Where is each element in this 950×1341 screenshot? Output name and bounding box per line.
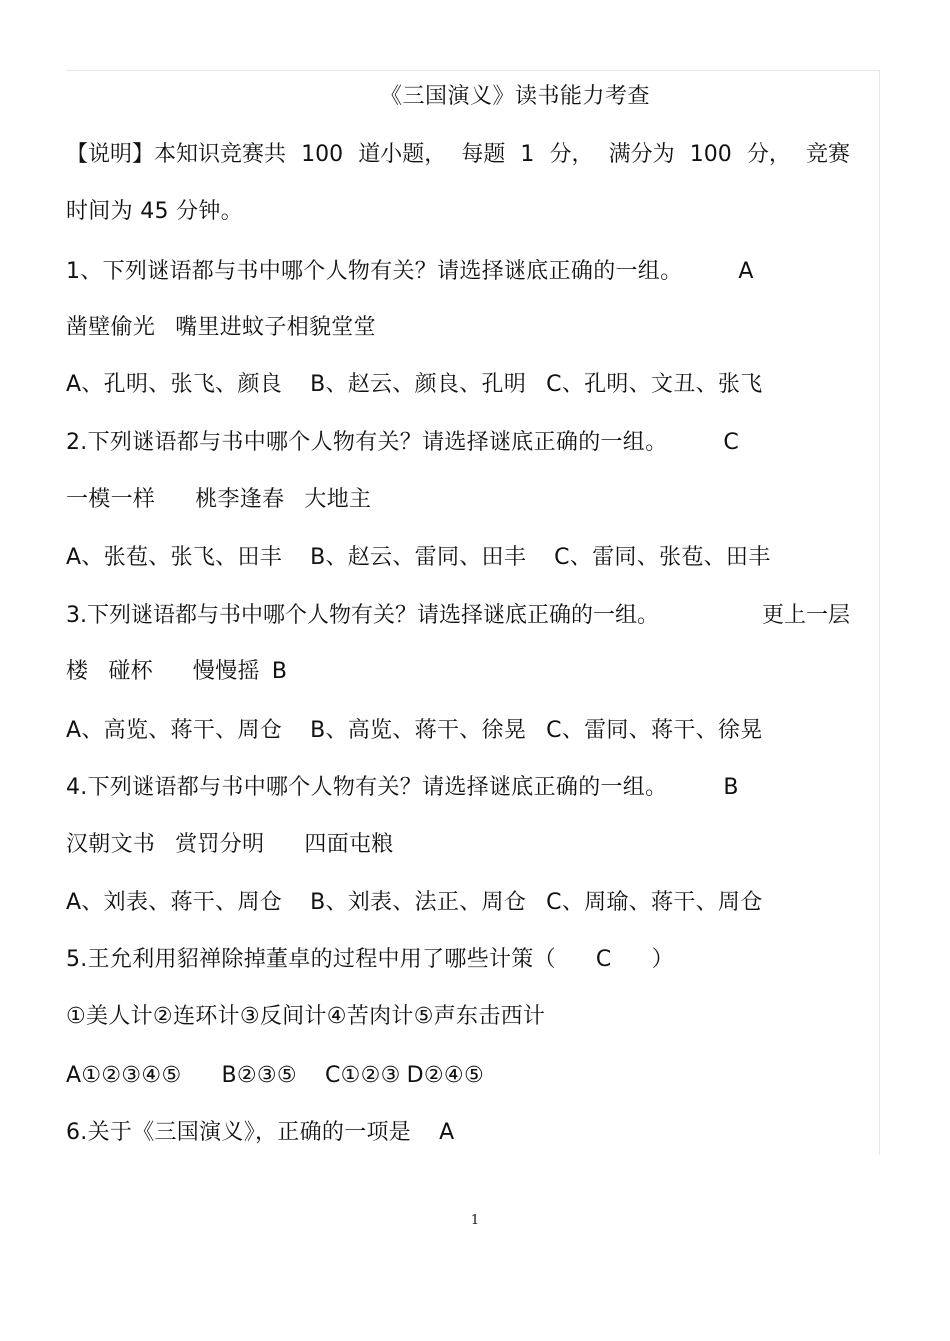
question-3-options	[66, 716, 763, 746]
question-4-stem	[66, 773, 739, 803]
intro-part: 分，	[746, 142, 791, 167]
question-stem: 1、下列谜语都与书中哪个人物有关？请选择谜底正确的一组。	[66, 259, 683, 284]
intro-line-1	[66, 140, 850, 170]
question-1-riddles	[66, 313, 376, 343]
page-number: 1	[470, 1213, 480, 1228]
question-1-stem	[66, 257, 754, 287]
question-answer: A	[738, 259, 754, 284]
question-answer: C	[595, 947, 612, 972]
question-stem: 6.关于《三国演义》，正确的一项是	[66, 1120, 412, 1145]
riddle: 凿壁偷光	[66, 315, 156, 340]
intro-part: 竞赛	[805, 142, 850, 167]
intro-part: 满分为	[608, 142, 675, 167]
option: A、刘表、蒋干、周仓	[66, 890, 283, 915]
question-stem: 4.下列谜语都与书中哪个人物有关？请选择谜底正确的一组。	[66, 775, 668, 800]
question-6-stem	[66, 1118, 454, 1148]
intro-part: 100	[689, 142, 732, 167]
intro-part: 1	[520, 142, 535, 167]
intro-part: 【说明】本知识竞赛共	[66, 142, 287, 167]
option: A①②③④⑤	[66, 1063, 182, 1088]
riddle: 大地主	[304, 487, 372, 512]
riddle: 碰杯	[108, 659, 153, 684]
riddle: 慢慢摇	[192, 659, 260, 684]
option: B②③⑤	[221, 1063, 297, 1088]
option: A、孔明、张飞、颜良	[66, 372, 283, 397]
question-stem-end: ）	[651, 947, 674, 972]
question-answer: B	[723, 775, 739, 800]
document-title: 《三国演义》读书能力考查	[380, 84, 651, 109]
option: C、雷同、蒋干、徐晃	[546, 718, 763, 743]
option: D②④⑤	[406, 1063, 484, 1088]
question-answer: B	[271, 659, 288, 684]
option: A、张苞、张飞、田丰	[66, 545, 283, 570]
question-answer: A	[439, 1120, 455, 1145]
riddle: 楼	[66, 659, 89, 684]
riddle: 更上一层	[761, 603, 850, 628]
question-1-options	[66, 370, 763, 400]
option: A、高览、蒋干、周仓	[66, 718, 283, 743]
option: B、高览、蒋干、徐晃	[310, 718, 527, 743]
intro-part: 道小题，	[358, 142, 447, 167]
question-2-stem	[66, 428, 739, 458]
question-2-options	[66, 543, 771, 573]
question-2-riddles	[66, 485, 371, 515]
question-3-stem	[66, 601, 850, 631]
question-stem: 5.王允利用貂禅除掉董卓的过程中用了哪些计策（	[66, 947, 556, 972]
intro-line-2: 时间为 45 分钟。	[66, 199, 243, 224]
intro-part: 100	[301, 142, 344, 167]
option: C、孔明、文丑、张飞	[546, 372, 763, 397]
question-4-options	[66, 888, 763, 918]
question-5-options	[66, 1061, 484, 1091]
question-5-stem	[66, 945, 674, 975]
question-stem: 3.下列谜语都与书中哪个人物有关？请选择谜底正确的一组。	[66, 603, 659, 628]
riddle: 汉朝文书	[66, 832, 156, 857]
option: B、赵云、颜良、孔明	[310, 372, 527, 397]
question-3-riddles	[66, 657, 287, 687]
riddle: 赏罚分明	[175, 832, 265, 857]
intro-part: 分，	[549, 142, 594, 167]
riddle: 桃李逢春	[195, 487, 285, 512]
question-answer: C	[723, 430, 740, 455]
riddle: 嘴里进蚊子相貌堂堂	[175, 315, 376, 340]
intro-part: 每题	[461, 142, 506, 167]
question-5-choices: ①美人计②连环计③反间计④苦肉计⑤声东击西计	[66, 1004, 546, 1029]
question-stem: 2.下列谜语都与书中哪个人物有关？请选择谜底正确的一组。	[66, 430, 668, 455]
option: C①②③	[324, 1063, 401, 1088]
option: B、刘表、法正、周仓	[310, 890, 527, 915]
riddle: 四面屯粮	[304, 832, 394, 857]
option: C、周瑜、蒋干、周仓	[546, 890, 763, 915]
option: B、赵云、雷同、田丰	[310, 545, 527, 570]
question-4-riddles	[66, 830, 394, 860]
riddle: 一模一样	[66, 487, 156, 512]
option: C、雷同、张苞、田丰	[554, 545, 771, 570]
